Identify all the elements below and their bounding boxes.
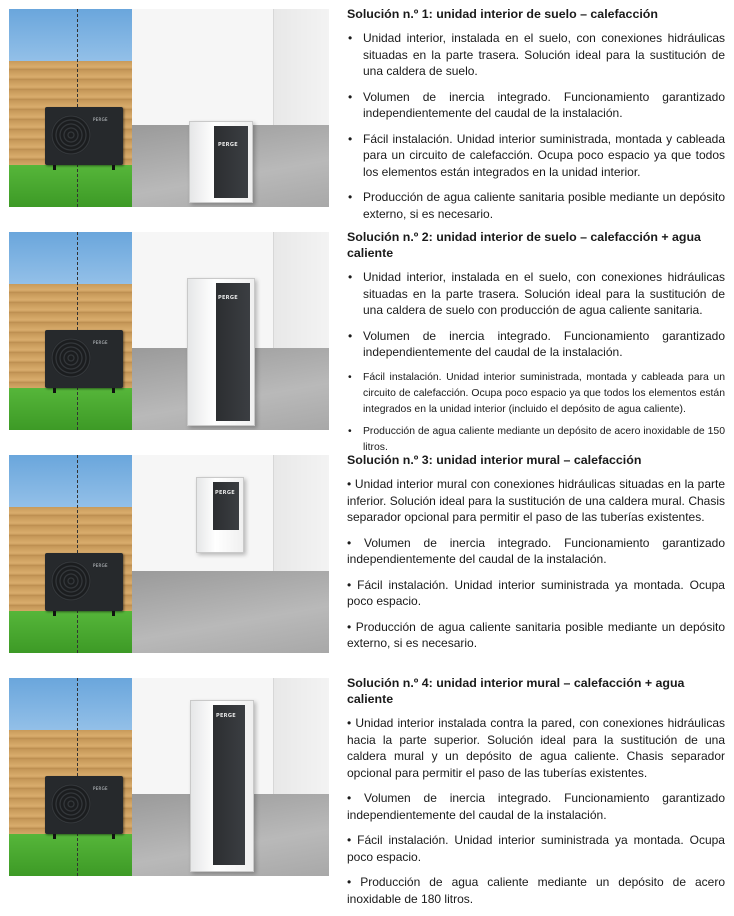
outdoor-brand: PERGE — [93, 786, 108, 791]
feature-item — [347, 874, 725, 907]
outdoor-heat-pump — [45, 553, 123, 611]
front-panel — [213, 705, 245, 865]
feature-text: Unidad interior instalada contra la pared, con conexiones hidráulicas hacia la parte superior. Solución ideal para la sustitución de una caldera mural y un depósito de agua caliente. Chasis separador opcional para permitir el paso de las tuberías existentes. — [347, 716, 725, 780]
feature-item — [347, 832, 725, 865]
feature-item — [347, 790, 725, 823]
outdoor-heat-pump — [45, 776, 123, 834]
feature-item: • Volumen de inercia integrado. Funcionamiento garantizado independientemente del caudal de la instalación. — [347, 89, 725, 122]
indoor-unit — [189, 121, 253, 203]
feature-list — [347, 30, 725, 222]
fan-icon — [51, 561, 91, 601]
indoor-brand: PERGE — [216, 713, 236, 719]
feature-text: Volumen de inercia integrado. Funcionamiento garantizado independientemente del caudal de la instalación. — [347, 535, 725, 566]
feature-item — [347, 535, 725, 568]
feature-item: • Fácil instalación. Unidad interior suministrada, montada y cableada para un circuito de calefacción. Ocupa poco espacio ya que todos los elementos están integrados en la unidad interior (incluido el depósito de agua caliente). — [347, 370, 725, 418]
outdoor-brand: PERGE — [93, 563, 108, 568]
feature-text: Volumen de inercia integrado. Funcionamiento garantizado independientemente del caudal de la instalación. — [347, 791, 725, 822]
solution-text — [347, 229, 725, 462]
feature-text: Producción de agua caliente mediante un depósito de acero inoxidable de 180 litros. — [347, 875, 725, 906]
front-panel — [214, 126, 248, 198]
grass — [9, 834, 132, 876]
feature-item: • Producción de agua caliente sanitaria posible mediante un depósito externo, si es necesario. — [347, 189, 725, 222]
outdoor-scene — [9, 232, 132, 430]
unit-feet — [53, 165, 115, 170]
indoor-unit — [190, 700, 254, 872]
solution-text — [347, 675, 725, 916]
grass — [9, 611, 132, 653]
indoor-scene — [132, 9, 329, 207]
solution-text — [347, 6, 725, 231]
solution-title: Solución n.º 2: unidad interior de suelo – calefacción + agua caliente — [347, 230, 701, 260]
unit-feet — [53, 834, 115, 839]
indoor-scene — [132, 455, 329, 653]
feature-text: Fácil instalación. Unidad interior suministrada ya montada. Ocupa poco espacio. — [347, 833, 725, 864]
feature-text: Producción de agua caliente sanitaria posible mediante un depósito externo, si es necesario. — [347, 619, 725, 650]
solution-title: Solución n.º 1: unidad interior de suelo – calefacción — [347, 7, 658, 21]
fan-icon — [51, 338, 91, 378]
fan-icon — [51, 784, 91, 824]
outdoor-heat-pump — [45, 330, 123, 388]
solution-title: Solución n.º 4: unidad interior mural – calefacción + agua caliente — [347, 676, 685, 706]
feature-item — [347, 476, 725, 526]
feature-item: • Fácil instalación. Unidad interior suministrada, montada y cableada para un circuito de calefacción. Ocupa poco espacio ya que todos los elementos están integrados en la unidad interior. — [347, 131, 725, 181]
feature-text: Fácil instalación. Unidad interior suministrada ya montada. Ocupa poco espacio. — [347, 577, 725, 608]
feature-item: • Producción de agua caliente mediante un depósito de acero inoxidable de 150 litros. — [347, 424, 725, 456]
feature-text: Unidad interior mural con conexiones hidráulicas situadas en la parte inferior. Solución ideal para la sustitución de una caldera mural. Chasis separador opcional para permitir el paso de las tuberías existentes. — [347, 477, 725, 524]
indoor-unit — [196, 477, 244, 553]
feature-list-small — [347, 370, 725, 456]
floor — [132, 571, 329, 653]
feature-item — [347, 577, 725, 610]
installation-illustration — [9, 455, 329, 653]
front-panel — [216, 283, 250, 421]
fan-icon — [51, 115, 91, 155]
grass — [9, 388, 132, 430]
feature-item — [347, 715, 725, 781]
feature-list — [347, 269, 725, 361]
indoor-brand: PERGE — [218, 142, 238, 148]
outdoor-scene — [9, 9, 132, 207]
grass — [9, 165, 132, 207]
unit-feet — [53, 388, 115, 393]
feature-item: • Volumen de inercia integrado. Funcionamiento garantizado independientemente del caudal de la instalación. — [347, 328, 725, 361]
feature-list — [347, 476, 725, 652]
outdoor-brand: PERGE — [93, 117, 108, 122]
feature-list — [347, 715, 725, 907]
installation-illustration — [9, 678, 329, 876]
indoor-brand: PERGE — [218, 295, 238, 301]
feature-item — [347, 619, 725, 652]
feature-item: • Unidad interior, instalada en el suelo, con conexiones hidráulicas situadas en la parte trasera. Solución ideal para la sustitución de una caldera de suelo. — [347, 30, 725, 80]
solution-title: Solución n.º 3: unidad interior mural – calefacción — [347, 453, 642, 467]
indoor-brand: PERGE — [215, 490, 235, 496]
installation-illustration — [9, 232, 329, 430]
installation-illustration — [9, 9, 329, 207]
outdoor-heat-pump — [45, 107, 123, 165]
feature-item: • Unidad interior, instalada en el suelo, con conexiones hidráulicas situadas en la parte trasera. Solución ideal para la sustitución de una caldera de suelo con producción de agua caliente sanitaria. — [347, 269, 725, 319]
unit-feet — [53, 611, 115, 616]
indoor-unit — [187, 278, 255, 426]
outdoor-scene — [9, 678, 132, 876]
solution-text — [347, 452, 725, 661]
indoor-scene — [132, 232, 329, 430]
outdoor-brand: PERGE — [93, 340, 108, 345]
outdoor-scene — [9, 455, 132, 653]
indoor-scene — [132, 678, 329, 876]
